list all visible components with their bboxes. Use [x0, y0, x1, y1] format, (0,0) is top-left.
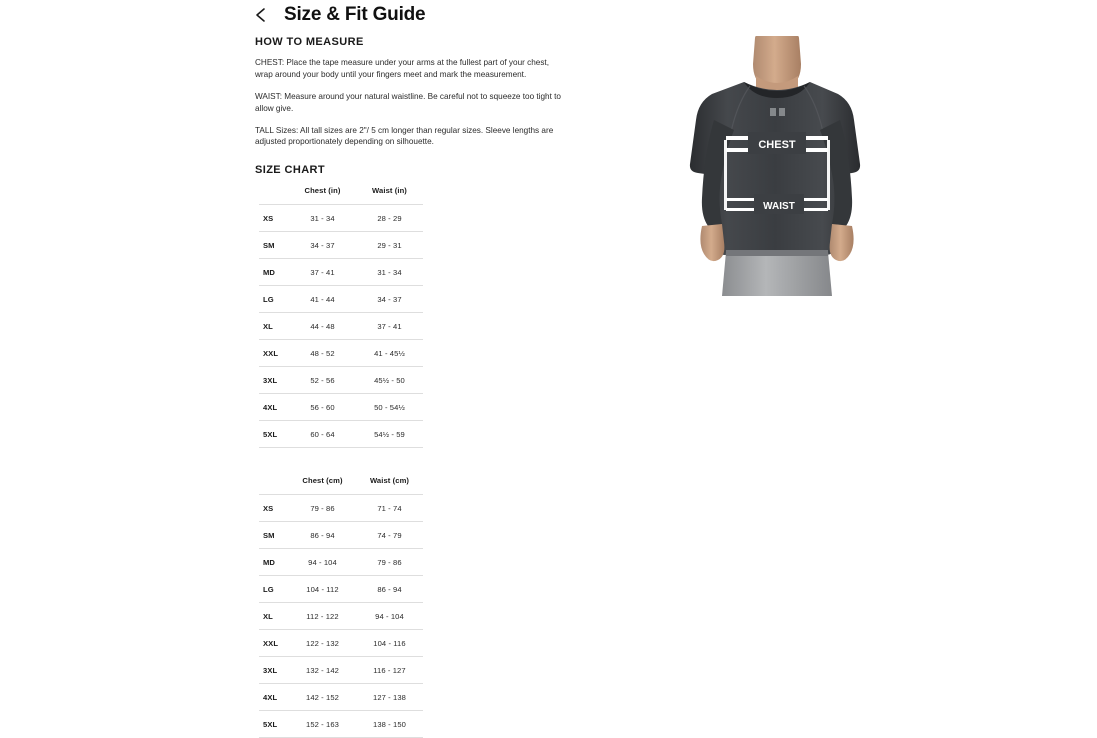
cell-waist: 45½ - 50 [356, 367, 423, 394]
table-row [259, 549, 423, 576]
table-header-row [259, 186, 423, 205]
cell-waist: 34 - 37 [356, 286, 423, 313]
cell-chest: 112 - 122 [289, 603, 356, 630]
column-header-chest: Chest (cm) [302, 476, 343, 486]
cell-chest: 79 - 86 [289, 495, 356, 522]
cell-chest: 132 - 142 [289, 657, 356, 684]
product-image-area [612, 36, 982, 336]
svg-text:WAIST: WAIST [763, 201, 795, 212]
column-header-size [259, 476, 289, 495]
size-chart-heading: SIZE CHART [255, 164, 325, 177]
cell-waist: 138 - 150 [356, 711, 423, 738]
cell-size: 5XL [259, 421, 289, 448]
table-row [259, 232, 423, 259]
cell-chest: 44 - 48 [289, 313, 356, 340]
cell-size: XS [259, 495, 289, 522]
size-guide-content [255, 36, 585, 738]
cell-waist: 94 - 104 [356, 603, 423, 630]
table-row [259, 495, 423, 522]
size-table-inches-wrapper [259, 186, 585, 448]
table-row [259, 421, 423, 448]
cell-waist: 37 - 41 [356, 313, 423, 340]
cell-waist: 79 - 86 [356, 549, 423, 576]
cell-waist: 54½ - 59 [356, 421, 423, 448]
column-header-waist: Waist (cm) [369, 476, 410, 486]
cell-chest: 41 - 44 [289, 286, 356, 313]
table-row [259, 630, 423, 657]
table-row [259, 205, 423, 232]
cell-size: 3XL [259, 657, 289, 684]
page-header [252, 0, 852, 28]
cell-size: 5XL [259, 711, 289, 738]
cell-waist: 127 - 138 [356, 684, 423, 711]
table-row [259, 313, 423, 340]
table-row [259, 259, 423, 286]
table-row [259, 603, 423, 630]
column-header-waist: Waist (in) [372, 186, 407, 196]
cell-chest: 104 - 112 [289, 576, 356, 603]
back-button[interactable] [252, 6, 270, 24]
cell-size: XL [259, 603, 289, 630]
cell-chest: 37 - 41 [289, 259, 356, 286]
cell-waist: 86 - 94 [356, 576, 423, 603]
cell-chest: 31 - 34 [289, 205, 356, 232]
how-to-measure-heading: HOW TO MEASURE [255, 36, 364, 48]
size-table-inches [259, 186, 423, 448]
cell-size: LG [259, 286, 289, 313]
cell-waist: 74 - 79 [356, 522, 423, 549]
table-header-row [259, 476, 423, 495]
cell-waist: 28 - 29 [356, 205, 423, 232]
cell-chest: 86 - 94 [289, 522, 356, 549]
cell-chest: 60 - 64 [289, 421, 356, 448]
cell-waist: 104 - 116 [356, 630, 423, 657]
cell-chest: 48 - 52 [289, 340, 356, 367]
table-row [259, 576, 423, 603]
cell-chest: 142 - 152 [289, 684, 356, 711]
cell-size: XL [259, 313, 289, 340]
cell-waist: 31 - 34 [356, 259, 423, 286]
table-row [259, 657, 423, 684]
table-row [259, 711, 423, 738]
cell-size: 4XL [259, 684, 289, 711]
cell-chest: 152 - 163 [289, 711, 356, 738]
chevron-left-icon [254, 7, 268, 23]
cell-waist: 116 - 127 [356, 657, 423, 684]
cell-size: XXL [259, 340, 289, 367]
table-row [259, 367, 423, 394]
cell-size: 4XL [259, 394, 289, 421]
column-header-size [259, 186, 289, 205]
cell-size: 3XL [259, 367, 289, 394]
size-table-centimeters-wrapper [259, 476, 585, 738]
size-table-centimeters [259, 476, 423, 738]
table-row [259, 340, 423, 367]
cell-chest: 56 - 60 [289, 394, 356, 421]
cell-size: MD [259, 259, 289, 286]
cell-waist: 50 - 54½ [356, 394, 423, 421]
table-row [259, 522, 423, 549]
cell-waist: 29 - 31 [356, 232, 423, 259]
cell-chest: 94 - 104 [289, 549, 356, 576]
cell-size: XXL [259, 630, 289, 657]
measure-paragraph-tall: TALL Sizes: All tall sizes are 2"/ 5 cm longer than regular sizes. Sleeve lengths are adjusted proportionately depending on silhouette. [255, 125, 554, 147]
svg-text:CHEST: CHEST [758, 139, 796, 151]
cell-waist: 71 - 74 [356, 495, 423, 522]
cell-waist: 41 - 45½ [356, 340, 423, 367]
measure-paragraph-chest: CHEST: Place the tape measure under your arms at the fullest part of your chest, wrap around your body until your fingers meet and mark the measurement. [255, 58, 549, 79]
cell-chest: 34 - 37 [289, 232, 356, 259]
table-row [259, 394, 423, 421]
measure-paragraph-waist: WAIST: Measure around your natural waistline. Be careful not to squeeze too tight to allow give. [255, 91, 561, 113]
table-spacer [255, 448, 585, 476]
table-row [259, 684, 423, 711]
cell-size: SM [259, 232, 289, 259]
cell-size: LG [259, 576, 289, 603]
cell-size: XS [259, 205, 289, 232]
column-header-chest: Chest (in) [304, 186, 341, 196]
cell-chest: 52 - 56 [289, 367, 356, 394]
table-row [259, 286, 423, 313]
cell-chest: 122 - 132 [289, 630, 356, 657]
cell-size: SM [259, 522, 289, 549]
cell-size: MD [259, 549, 289, 576]
page-title: Size & Fit Guide [284, 3, 426, 25]
compression-shirt-diagram [652, 36, 902, 296]
